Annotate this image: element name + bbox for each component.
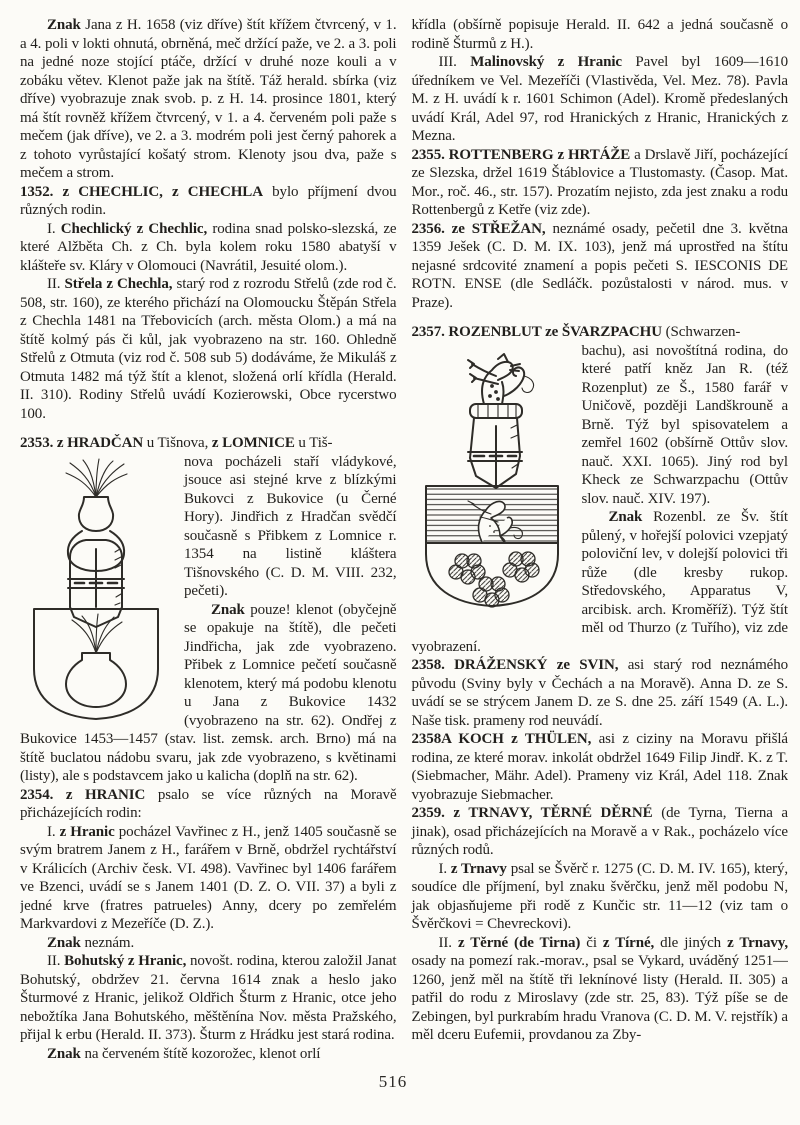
hradcan-coat-of-arms-figure	[20, 457, 172, 725]
rozenblut-coat-of-arms-figure	[412, 346, 570, 618]
entry-2354-znak-ii: Znak na červeném štítě kozorožec, klenot orlí	[47, 1045, 321, 1062]
entry-2354-item-i: I. z Hranic pocházel Vavřinec z H., jenž 1405 současně se svým bratrem Janem z H., farářem v Brně, obdržel rychtářství v Králicích (Archiv česk. VI. 498). Vavřinec byl 1406 farářem ve Bzenci, uvádí se s Janem 1401 (D. Z. O. VII. 37) a byli z jedné krve (fratres patrueles) Anny, dcery po zemřelém Markvardovi z Mezeříče (D. Z.).	[20, 823, 397, 932]
great-helm-icon	[68, 540, 124, 627]
paragraph-znak-jana: Znak Jana z H. 1658 (viz dříve) štít křížem čtvrcený, v 1. a 4. poli v lokti ohnutá, obrněná, meč držící paže, ve 2. a 3. poli na jedné noze stojící ptáče, držící v druhé noze kouli a v zobáku větev. Klenot paže jak na štítě. Táž herald. sbírka (viz dříve) vyobrazuje znak svob. p. z H. 14. prosince 1801, který má štít rovněž křížem čtvrcený, v 1. a 4. červeném poli paže s mečem (jak dříve), ve 2. a 3. modrém poli jest černý pahorek a z tohoto vyrůstající košatý strom. Klenoty jsou dva, paže s mečem a strom.	[20, 17, 397, 181]
entry-2358a: 2358A KOCH z THÜLEN, asi z ciziny na Moravu přišlá rodina, ze které morav. inkolát obdržel 1649 Filip Jindř. K. z T. (Siebmacher, Mähr. Adel). Prameny viz Král, Adel 118. Znak vyobrazuje Siebmacher.	[411, 731, 788, 803]
entry-2357	[412, 323, 789, 656]
entry-2354-znak-i: Znak neznám.	[47, 934, 135, 951]
right-column	[412, 16, 789, 1064]
paragraph-kridla-continuation: křídla (obšírně popisuje Herald. II. 642 a jedná současně o rodině Šturmů z H.).	[411, 17, 788, 52]
entry-2356: 2356. ze STŘEŽAN, neznámé osady, pečetil dne 3. května 1359 Ješek (C. D. M. IX. 103), jenž má uprostřed na štítu nejasné srdcovité znamení a popis pečeti S. IESCONIS DE ROTN. ENSE (dle Sedláčk. pozůstalosti v národ. mus. v Praze).	[411, 220, 788, 311]
entry-1352-item-i: I. Chechlický z Chechlic, rodina snad polsko-slezská, ze které Alžběta Ch. z Ch. byla kolem roku 1580 abatyší v klášteře sv. Kláry v Olomouci (Navrátil, Jesuité olom.).	[20, 220, 397, 274]
crest-grass-icon	[66, 459, 127, 497]
entry-2359-item-ii: II. z Těrné (de Tirna) či z Tírné, dle jiných z Trnavy, osady na pomezí rak.-morav., psal se Vykard, uváděný 1251—1260, jenž měl na štítě tři leknínové listy (Herald. II. 305) a patřil do rodu z Miroslavy (zde str. 25, 83). Týž píše se de Zebingen, byl purkrabím hradu Vranova (C. D. M. V. rejstřík) a měl dceru Eufemii, provdanou za Zby-	[411, 934, 788, 1043]
entry-2353	[20, 434, 397, 786]
entry-2353-text: nova pocházeli staří vládykové, jsouce asi stejné krve z blízkými Bukovci z Bukovice (u Černé Hory). Jindřich z Hradčan svědčí současně s Přibkem z Lomnice r. 1354 na listině kláštera Tišnovského (C. D. M. VIII. 232, pečeti).	[184, 453, 397, 599]
entry-2358: 2358. DRÁŽENSKÝ ze SVIN, asi starý rod neznámého původu (Sviny byly v Čechách a na Moravě). Anna D. ze S. uvádí se se strýcem Janem D. ze S. dne 25. září 1549 (A. L.). Naše tisk. prameny rod neuvádí.	[411, 657, 788, 729]
entry-1352-item-ii: II. Střela z Chechla, starý rod z rozrodu Střelů (zde rod č. 508, str. 160), ze kterého přichází na Olomoucku Štěpán Střela z Chechla 1481 na Třebovicích (arch. města Olom.) a má na štítě kolmý pás či kůl, jak vyobrazeno na str. 160. Ohledně Střelů z Otmuta (viz rod č. 508 sub 5) dodáváme, že Mikuláš z Otmuta 1482 má týž štít a klenot, složená orlí křídla (Herald. II. 310). Rodiny Střelů uvádí Kozierowski, Obce rycerstwo 100.	[20, 276, 397, 422]
entry-2359-item-i: I. z Trnavy psal se Švěrč r. 1275 (C. D. M. IV. 165), který, soudíce dle příjmení, byl znaku švěrčku, jenž měl podobu N, jak objasňujeme při rodě z Kunčic str. 11—12 (viz tam o Švěrčkovi = Chevreckovi).	[411, 860, 788, 932]
shield-pot-icon	[66, 653, 126, 707]
entry-2357-heading: 2357. ROZENBLUT ze ŠVARZPACHU (Schwarzen-	[411, 324, 741, 340]
entry-2354-item-ii: II. Bohutský z Hranic, novošt. rodina, kterou založil Janat Bohutský, obdržev 21. června 1614 znak a heslo jako Šturmové z Hranic, jelikož Oldřich Šturm z Hranic, otce jeho nebožtíka Jana Bohutského, měštěnína Nov. města Pražského, přijal k erbu (Herald. II. 373). Šturm z Hrádku jest stará rodina.	[20, 953, 397, 1043]
entry-2357-znak: Znak Rozenbl. ze Šv. štít půlený, v hořejší polovici vzepjatý poloviční lev, v dolejší polovici tři růže (dle kresby rukop. Středovského, Apparatus V, arcibisk. arch. Kroměříž). Týž štít měl od Thurzo (z Tuřího), viz zde vyobrazení.	[411, 509, 788, 655]
entry-2355: 2355. ROTTENBERG z HRTÁŽE a Drslavě Jiří, pocházející ze Slezska, držel 1619 Štáblovice a Tlustomasty. (Časop. Mat. Mor., roč. 46., str. 157). Prozatím nejisto, zda jest znaku a rodu Rottenbergů z Ketře (viz zde).	[411, 146, 788, 218]
crest-lion-icon	[468, 354, 534, 404]
entry-2353-znak: Znak pouze! klenot (obyčejně se opakuje na štítě), dle pečeti Jindřicha, jak zde vyobrazeno. Přibek z Lomnice pečetí současně klenotem, který má podobu klenotu u Jana z Bukovice 1432 (vyobrazeno na str. 62). Ondřej z Bukovice 1453—1457 (stav. list. zemsk. arch. Brno) má na štítě buclatou nádobu svaru, jak zde vyobrazeno, s květinami (listy), ale s podstavcem jako u kalicha (doplň na str. 62).	[20, 601, 397, 784]
left-column	[20, 16, 397, 1064]
entry-2354-item-iii: III. Malinovský z Hranic Pavel byl 1609—1610 úředníkem ve Vel. Mezeříči (Vlastivěda, Vel. Mez. 78). Pavla M. z H. uvádí k r. 1601 Schimon (Adel). Kromě předeslaných uvádí Král, Adel 97, rod Hranických z Hranic, Hranických z Mezna.	[411, 54, 788, 144]
page-number: 516	[378, 1072, 408, 1091]
entry-2359-heading: 2359. z TRNAVY, TĚRNÉ DĚRNÉ (de Tyrna, Tierna a jinak), osad přicházejících na Moravě a v Rak., pocházelo více různých rodů.	[411, 805, 788, 858]
page-body	[20, 16, 788, 1064]
entry-2357-body	[412, 342, 789, 657]
shield-icon	[34, 609, 158, 719]
entry-2353-heading: 2353. z HRADČAN u Tišnova, z LOMNICE u Tiš-	[20, 435, 333, 451]
entry-2357-text: bachu), asi novoštítná rodina, do které patří kněz Jan R. (též Rozenplut) ze Š., 1580 farář v Uničově, později Landškrouně a Brně. Týž byl spisovatelem a zemřel 1602 (obšírně Ottův slov. nauč. XXI. 1065). Jiný rod byl Kheck ze Schwarzpachu (Ottův slov. nauč. XIV. 197).	[581, 342, 788, 507]
crest-torse-icon	[470, 404, 522, 418]
great-helm-icon	[468, 418, 522, 488]
entry-2353-body	[20, 453, 397, 786]
entry-2354-heading: 2354. z HRANIC psalo se více různých na Moravě přicházejících rodin:	[20, 786, 397, 821]
entry-1352-heading: 1352. z CHECHLIC, z CHECHLA bylo příjmení dvou různých rodin.	[20, 183, 397, 218]
